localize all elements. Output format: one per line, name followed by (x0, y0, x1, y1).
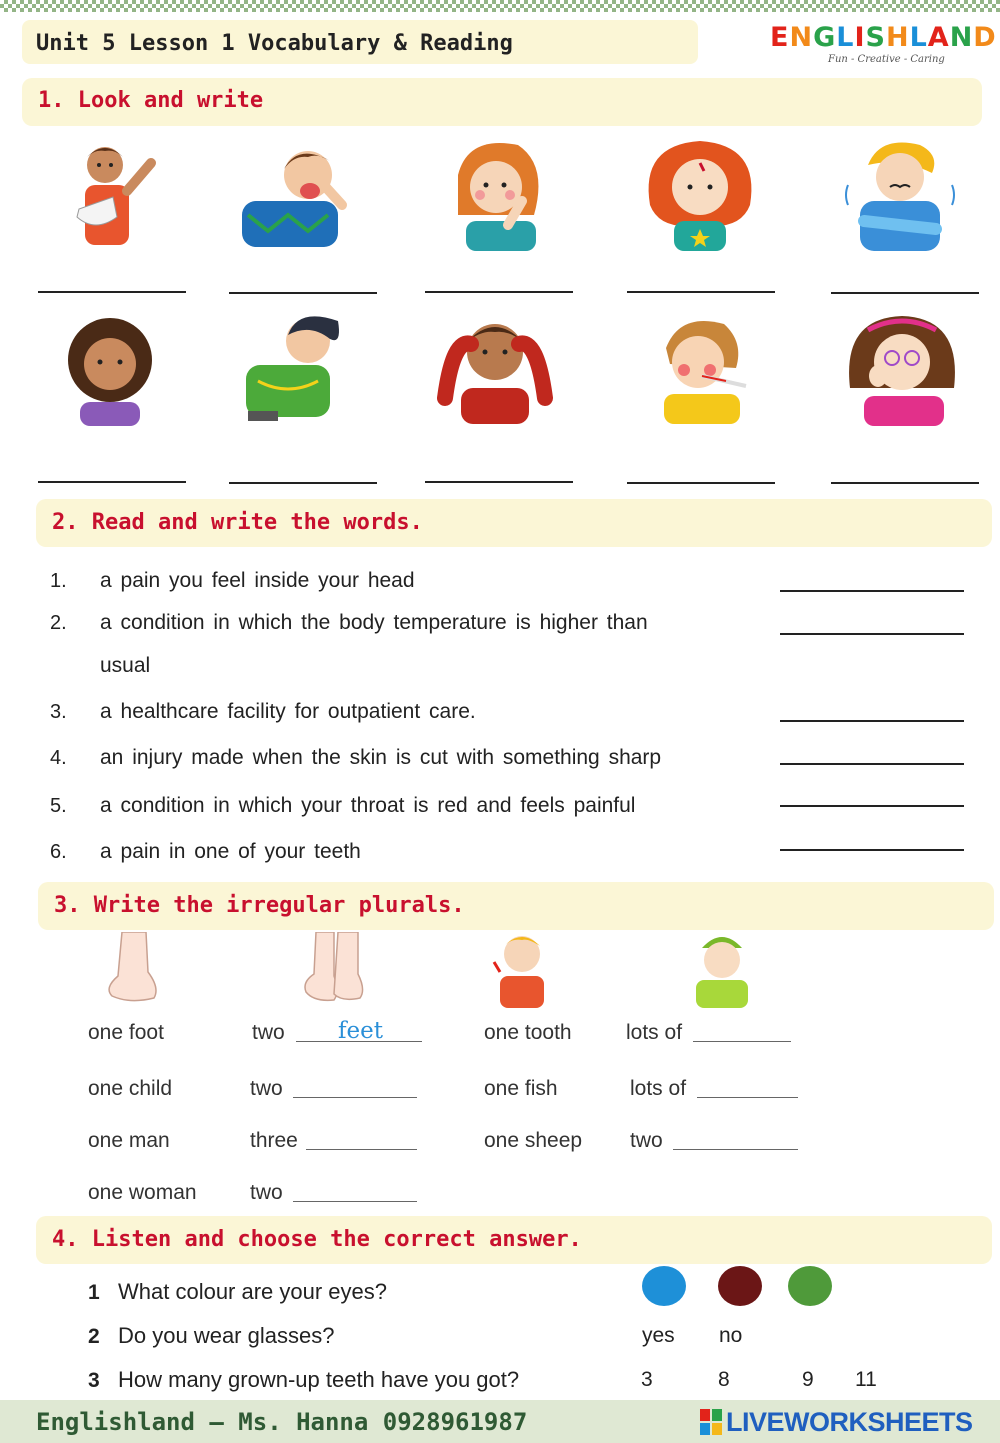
definition-text: a condition in which the body temperature is higher than (100, 611, 648, 634)
plural-singular-label: one woman (88, 1181, 197, 1204)
girl-teeth-picture (688, 932, 754, 1008)
liveworksheets-brand[interactable] (700, 1405, 995, 1439)
definition-text: a pain in one of your teeth (100, 840, 361, 863)
plural-count-label: two (250, 1077, 283, 1100)
logo-letter: D (973, 22, 997, 53)
footer-credit: Englishland – Ms. Hanna 0928961987 (36, 1408, 528, 1436)
answer-line[interactable] (229, 482, 377, 484)
definition-answer-line[interactable] (780, 720, 964, 722)
answer-line[interactable] (38, 481, 186, 483)
section-1-heading: 1. Look and write (22, 78, 982, 126)
definition-number: 3. (50, 701, 67, 723)
logo-tagline: Fun - Creative - Caring (828, 54, 945, 65)
blue-eye-colour-option[interactable] (642, 1266, 686, 1306)
boy-stomach-ache-picture (238, 305, 358, 425)
answer-line[interactable] (425, 481, 573, 483)
section-3-heading: 3. Write the irregular plurals. (38, 882, 994, 930)
logo-wordmark (770, 22, 997, 53)
two-feet-picture (300, 932, 370, 1004)
girl-sore-throat-picture (438, 135, 558, 255)
girl-fever-thermometer-picture (640, 308, 760, 428)
answer-option[interactable]: 3 (641, 1368, 653, 1391)
plural-answer-line[interactable] (293, 1097, 417, 1098)
logo-letter: L (836, 22, 855, 53)
plural-answer-line[interactable] (697, 1097, 798, 1098)
boy-headache-picture (435, 308, 555, 428)
logo-letter: I (854, 22, 866, 53)
question-number: 1 (88, 1281, 100, 1304)
plural-answer-line[interactable] (673, 1149, 798, 1150)
answer-option[interactable]: 11 (855, 1368, 877, 1391)
section-4-heading: 4. Listen and choose the correct answer. (36, 1216, 992, 1264)
definition-number: 4. (50, 747, 67, 769)
answer-line[interactable] (425, 291, 573, 293)
plural-singular-label: one sheep (484, 1129, 583, 1152)
logo-letter: E (770, 22, 790, 53)
plural-singular-label: one fish (484, 1077, 558, 1100)
girl-sad-picture (50, 310, 170, 430)
boy-coughing-picture (238, 135, 358, 255)
definition-text: a healthcare facility for outpatient care. (100, 700, 476, 723)
englishland-logo (770, 22, 997, 68)
answer-option[interactable]: 8 (718, 1368, 730, 1391)
answer-line[interactable] (831, 482, 979, 484)
definition-number: 6. (50, 841, 67, 863)
logo-letter: A (927, 22, 950, 53)
definition-text-continued: usual (100, 654, 151, 677)
page-title: Unit 5 Lesson 1 Vocabulary & Reading (22, 20, 698, 64)
plural-singular-label: one tooth (484, 1021, 572, 1044)
section-2-heading: 2. Read and write the words. (36, 499, 992, 547)
answer-option[interactable]: 9 (802, 1368, 814, 1391)
answer-line[interactable] (38, 291, 186, 293)
plural-count-label: two (252, 1021, 285, 1044)
question-text: What colour are your eyes? (118, 1279, 388, 1304)
boy-cold-shivering-picture (840, 135, 960, 255)
footer (0, 1400, 1000, 1443)
plural-count-label: lots of (630, 1077, 687, 1100)
definition-number: 2. (50, 612, 67, 634)
answer-line[interactable] (627, 291, 775, 293)
one-foot-picture (100, 932, 170, 1004)
definition-answer-line[interactable] (780, 590, 964, 592)
plural-count-label: three (250, 1129, 298, 1152)
green-eye-colour-option[interactable] (788, 1266, 832, 1306)
plural-answer-line[interactable] (306, 1149, 417, 1150)
definition-number: 1. (50, 570, 67, 592)
logo-letter: N (949, 22, 974, 53)
boy-broken-arm-picture (55, 135, 175, 255)
liveworksheets-wordmark: LIVEWORKSHEETS (726, 1407, 973, 1437)
plural-count-label: two (250, 1181, 283, 1204)
plural-singular-label: one child (88, 1077, 173, 1100)
answer-line[interactable] (627, 482, 775, 484)
logo-letter: N (789, 22, 814, 53)
logo-letter: S (865, 22, 886, 53)
logo-letter: L (909, 22, 928, 53)
plural-singular-label: one foot (88, 1021, 164, 1044)
definition-answer-line[interactable] (780, 763, 964, 765)
definition-answer-line[interactable] (780, 633, 964, 635)
answer-option-yes[interactable]: yes (642, 1324, 675, 1347)
boy-tooth-picture (488, 932, 552, 1008)
logo-letter: G (813, 22, 837, 53)
definition-answer-line[interactable] (780, 849, 964, 851)
definition-text: a pain you feel inside your head (100, 569, 415, 592)
question-number: 3 (88, 1369, 100, 1392)
plural-answer-line[interactable] (293, 1201, 417, 1202)
plural-answer-line[interactable] (693, 1041, 791, 1042)
definition-text: a condition in which your throat is red and feels painful (100, 794, 636, 817)
definition-number: 5. (50, 795, 67, 817)
answer-line[interactable] (831, 292, 979, 294)
liveworksheets-icon (700, 1409, 722, 1435)
question-text: Do you wear glasses? (118, 1323, 335, 1348)
girl-cut-forehead-picture (640, 135, 760, 255)
plural-count-label: lots of (626, 1021, 683, 1044)
example-answer: feet (338, 1018, 383, 1044)
girl-toothache-picture (842, 308, 962, 428)
plural-count-label: two (630, 1129, 663, 1152)
answer-line[interactable] (229, 292, 377, 294)
definition-answer-line[interactable] (780, 805, 964, 807)
logo-letter: H (885, 22, 910, 53)
question-number: 2 (88, 1325, 100, 1348)
answer-option-no[interactable]: no (719, 1324, 743, 1347)
brown-eye-colour-option[interactable] (718, 1266, 762, 1306)
decorative-border (0, 0, 1000, 12)
plural-singular-label: one man (88, 1129, 170, 1152)
definition-text: an injury made when the skin is cut with something sharp (100, 746, 662, 769)
question-text: How many grown-up teeth have you got? (118, 1367, 520, 1392)
